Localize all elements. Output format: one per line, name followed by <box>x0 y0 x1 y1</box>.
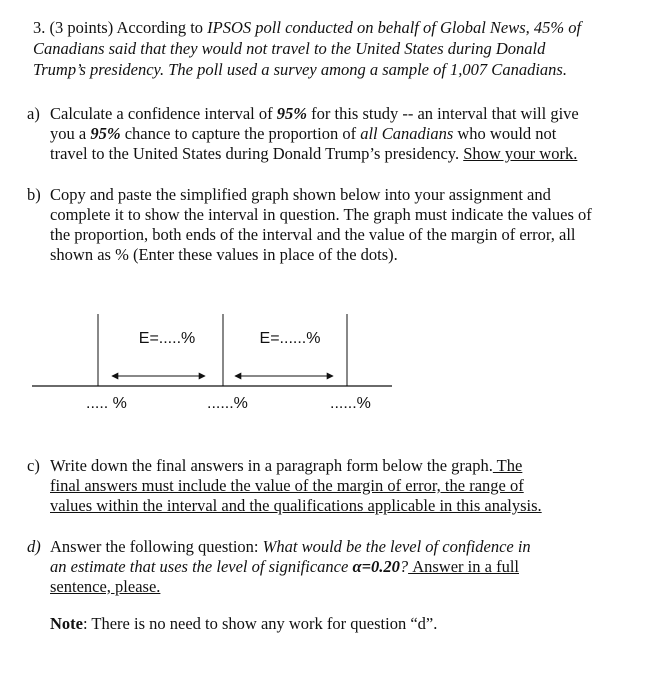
part-b-line-1: Copy and paste the simplified graph shown below into your assignment and <box>50 185 551 204</box>
part-a-line-1 <box>50 104 579 124</box>
part-c-line-3: values within the interval and the qualifications applicable in this analysis. <box>50 496 542 515</box>
part-d-alpha: α=0.20 <box>352 557 400 576</box>
part-a-text: for this study -- an interval that will give <box>307 104 579 123</box>
part-a-text: Calculate a confidence interval of <box>50 104 277 123</box>
part-d-line-3: sentence, please. <box>50 577 161 596</box>
part-a-emphasis: all Canadians <box>360 124 454 143</box>
upper-bound-label: ......% <box>330 395 371 412</box>
part-a-text: chance to capture the proportion of <box>120 124 361 143</box>
question-number: 3. <box>33 18 46 37</box>
part-c-underlined: The <box>492 456 523 475</box>
intro-line-1b: IPSOS poll conducted on behalf of Global News, 45% of <box>207 18 582 37</box>
part-b-label: b) <box>27 185 41 204</box>
part-c-label: c) <box>27 456 40 475</box>
interval-graph <box>0 300 650 425</box>
part-b-line-2: complete it to show the interval in question. The graph must indicate the values of <box>50 205 592 224</box>
note-text: : There is no need to show any work for question “d”. <box>82 614 438 633</box>
margin-of-error-right-label: E=......% <box>259 330 321 347</box>
part-d-label: d) <box>27 537 41 556</box>
lower-bound-label: ..... % <box>86 395 127 412</box>
part-a-line-3 <box>50 144 577 164</box>
part-b-line-4: shown as % (Enter these values in place of the dots). <box>50 245 398 264</box>
part-c-line-2: final answers must include the value of the margin of error, the range of <box>50 476 524 495</box>
intro-line-2: Canadians said that they would not travel to the United States during Donald <box>33 39 546 58</box>
part-d-line-1 <box>50 537 531 557</box>
proportion-label: ......% <box>207 395 248 412</box>
part-a-text: travel to the United States during Donald Trump’s presidency. <box>50 144 464 163</box>
question-header <box>33 18 581 38</box>
part-a-label: a) <box>27 104 40 123</box>
part-d-line-2 <box>50 557 519 577</box>
note-label: Note <box>50 614 83 633</box>
part-a-text: who would not <box>453 124 557 143</box>
margin-of-error-left-label: E=.....% <box>138 330 196 347</box>
intro-line-1a: According to <box>116 18 208 37</box>
intro-line-3: Trump’s presidency. The poll used a survey among a sample of 1,007 Canadians. <box>33 60 567 79</box>
part-a-line-2 <box>50 124 556 144</box>
part-d-question: an estimate that uses the level of significance <box>50 557 353 576</box>
part-d-question: What would be the level of confidence in <box>262 537 531 556</box>
part-a-percent: 95% <box>90 124 121 143</box>
part-d-question-mark: ? <box>399 557 409 576</box>
part-c-line-1 <box>50 456 522 476</box>
part-a-text: you a <box>50 124 91 143</box>
part-a-show-work: Show your work. <box>463 144 578 163</box>
question-points: (3 points) <box>49 18 114 37</box>
part-c-text: Write down the final answers in a paragraph form below the graph. <box>50 456 493 475</box>
part-d-text: Answer the following question: <box>50 537 263 556</box>
part-a-percent: 95% <box>276 104 308 123</box>
part-d-instruction: Answer in a full <box>408 557 519 576</box>
note <box>50 614 437 634</box>
part-b-line-3: the proportion, both ends of the interval and the value of the margin of error, all <box>50 225 576 244</box>
